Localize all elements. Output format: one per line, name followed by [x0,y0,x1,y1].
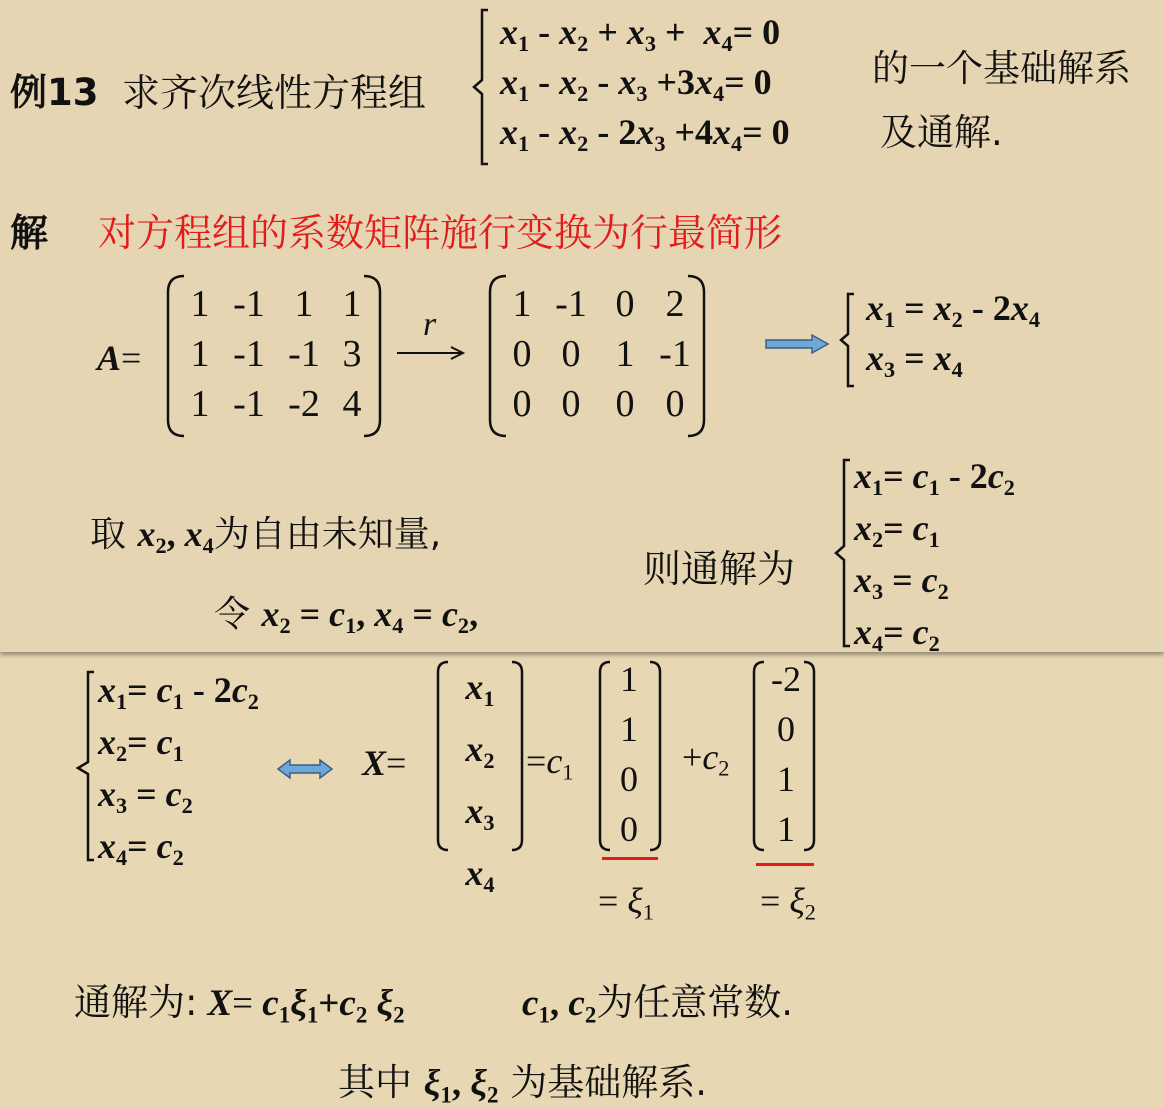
matrix-r-cell: 0 [665,383,685,425]
reduced-eq-2: $x_3 = x_4$ [866,338,963,383]
xi2-entry: 0 [777,709,795,749]
lower-system-row: $x_3 = c_2$ [98,774,193,819]
let-line: 令 $x_2 = c_1$, $x_4 = c_2$, [214,594,479,639]
example-label: 例13 [10,71,99,114]
matrix-r-cell: 1 [512,283,532,325]
matrix-r-cell: 0 [561,383,581,425]
free-variables-line: 取 $x_2$, $x_4$为自由未知量, [90,514,442,559]
matrix-a-cell: 1 [190,383,210,425]
xi2-vector [760,654,812,854]
general-system-row: $x_4= c_2$ [854,612,940,657]
c1-coefficient: $=c_1$ [526,741,574,785]
matrix-r-cell: -1 [555,283,587,325]
row-transform-label: r [423,306,437,343]
x-vector-entry: $x_3$ [465,791,495,836]
matrix-a-cell: -1 [233,283,265,325]
row-transform-arrow [395,344,467,362]
lower-system-row: $x_1= c_1 - 2c_2$ [98,670,259,715]
xi1-underline [602,857,658,860]
matrix-a-cell: 1 [294,283,314,325]
implies-arrow [764,334,830,354]
matrix-a-cell: 1 [342,283,362,325]
matrix-r-cell: 0 [615,283,635,325]
lower-system-row: $x_4= c_2$ [98,826,184,871]
xi2-label: = $\xi_2$ [760,881,816,925]
xi2-entry: -2 [771,659,801,699]
matrix-a-cell: 1 [190,333,210,375]
reduced-eq-1: $x_1 = x_2 - 2x_4$ [866,288,1040,333]
matrix-a-cell: -1 [288,333,320,375]
equation-row-2: $x_1 - x_2 - x_3 +3x_4= 0$ [500,62,772,107]
xi1-vector [606,654,652,854]
matrix-a-name: A= [97,338,142,378]
xi2-underline [756,863,814,866]
equation-row-1: $x_1 - x_2 + x_3 + x_4= 0$ [500,12,781,57]
lower-system-row: $x_2= c_1$ [98,722,184,767]
xi2-entry: 1 [777,809,795,849]
xi1-label: = $\xi_1$ [598,881,654,925]
equivalence-arrow [276,758,334,780]
matrix-r-cell: 0 [615,383,635,425]
matrix-a [178,282,372,432]
x-vector [446,662,514,911]
lower-system-brace [74,670,98,862]
general-system-brace [832,458,854,648]
arbitrary-constants: $c_1$, $c_2$为任意常数. [522,981,794,1028]
matrix-a-cell: 4 [342,383,362,425]
x-vector-entry: $x_1$ [465,667,495,712]
matrix-a-cell: 3 [342,333,362,375]
matrix-r-cell: 0 [561,333,581,375]
general-solution-formula: 通解为: $X= c_1\xi_1+c_2$ $\xi_2$ [74,981,405,1028]
vector-x-name: X= [362,743,407,783]
general-system-row: $x_1= c_1 - 2c_2$ [854,456,1015,501]
matrix-a-cell: -1 [233,333,265,375]
matrix-a-cell: -2 [288,383,320,425]
xi2-entry: 1 [777,759,795,799]
matrix-r-cell: 2 [665,283,685,325]
matrix-r-cell: 1 [615,333,635,375]
example-prompt: 求齐次线性方程组 [122,71,427,115]
xi1-entry: 0 [620,759,638,799]
matrix-r-cell: 0 [512,333,532,375]
matrix-r-cell: 0 [512,383,532,425]
x-vector-entry: $x_2$ [465,729,495,774]
c2-coefficient: $+c_2$ [682,737,730,781]
general-system-row: $x_2= c_1$ [854,508,940,553]
matrix-r-cell: -1 [659,333,691,375]
example-suffix-line2: 及通解. [880,111,1003,154]
reduced-system-brace [838,292,858,388]
xi1-entry: 1 [620,659,638,699]
fundamental-system-note: 其中 $\xi_1$, $\xi_2$ 为基础解系. [338,1061,707,1107]
x-vector-entry: $x_4$ [465,853,495,898]
example-suffix-line1: 的一个基础解系 [872,47,1131,90]
solution-instruction: 对方程组的系数矩阵施行变换为行最简形 [98,211,783,255]
general-solution-label: 则通解为 [643,547,796,591]
matrix-a-cell: -1 [233,383,265,425]
matrix-r [500,282,698,432]
matrix-a-cell: 1 [190,283,210,325]
solution-label: 解 [10,211,49,255]
xi1-entry: 0 [620,809,638,849]
equation-row-3: $x_1 - x_2 - 2x_3 +4x_4= 0$ [500,112,790,157]
system-left-brace [470,8,492,166]
general-system-row: $x_3 = c_2$ [854,560,949,605]
xi1-entry: 1 [620,709,638,749]
